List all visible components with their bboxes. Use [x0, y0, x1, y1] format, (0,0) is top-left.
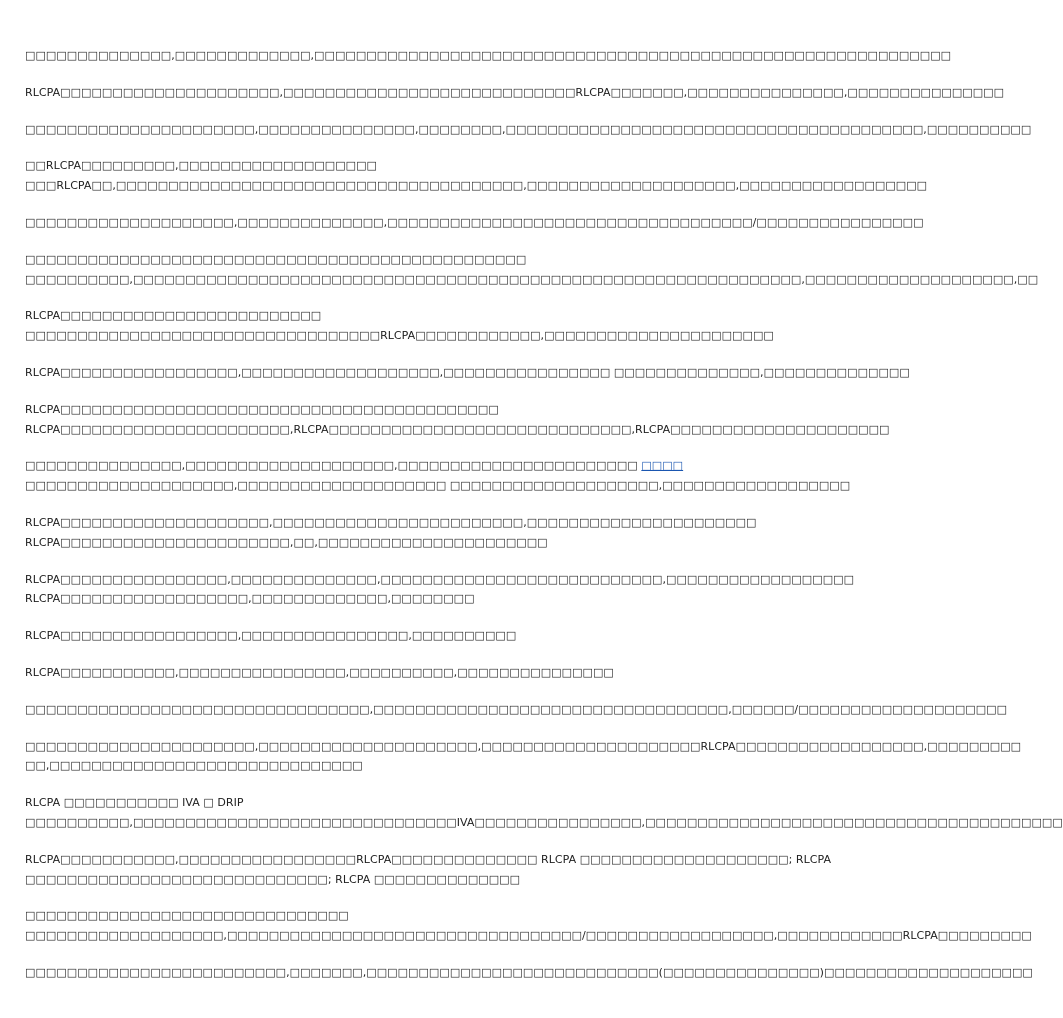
text-segment: □□□□□□□□□□□□□□□□□□□,□□□□□□□□□□□□□□□□□□□□□□□□□□□□□□□□□□/□□□□□□□□□□□□□□□□□□,□□□□□□□□□□□□RLCPA□□□□□□□□□ — [25, 929, 1032, 943]
text-segment: RLCPA□□□□□□□□□□□□□□□□□,□□□□□□□□□□□□□□□□,□□□□□□□□□□ — [25, 629, 517, 643]
paragraph — [25, 250, 1039, 290]
paragraph-line — [25, 870, 720, 890]
text-segment: RLCPA□□□□□□□□□□□,□□□□□□□□□□□□□□□□□RLCPA□□□□□□□□□□□□□□ RLCPA □□□□□□□□□□□□□□□□□□□□; RLCPA — [25, 852, 832, 866]
text-segment: RLCPA□□□□□□□□□□□□□□□□□□□□□□,□□,□□□□□□□□□□□□□□□□□□□□□□ — [25, 535, 548, 549]
paragraph-line — [25, 926, 1032, 946]
text-segment: RLCPA□□□□□□□□□□□□□□□□□□□□□□,RLCPA□□□□□□□□□□□□□□□□□□□□□□□□□□□□□,RLCPA□□□□□□□□□□□□□□□□□□□□□ — [25, 422, 890, 436]
text-segment: □□□□□□□□□□□□□□□□□□□□□□,□□□□□□□□□□□□□□□,□□□□□□□□,□□□□□□□□□□□□□□□□□□□□□□□□□□□□□□□□□□□□□□□□,□□□□□□□□□□ — [25, 122, 1032, 136]
paragraph-line — [25, 83, 1005, 103]
text-segment: □□□□□□□□□□□□□□□,□□□□□□□□□□□□□□□□□□□□,□□□□□□□□□□□□□□□□□□□□□□□ — [25, 459, 642, 473]
paragraph-line — [25, 513, 757, 533]
paragraph-line — [25, 120, 1032, 140]
paragraph-line — [25, 400, 720, 420]
paragraph — [25, 46, 952, 66]
text-segment: RLCPA□□□□□□□□□□□□□□□□,□□□□□□□□□□□□□□,□□□□□□□□□□□□□□□□□□□□□□□□□□□,□□□□□□□□□□□□□□□□□□ — [25, 572, 855, 586]
paragraph-line — [25, 963, 1033, 983]
paragraph-line — [25, 456, 720, 476]
text-segment: □□□□□□□□□□□□□□□□□□□□□□□□□□□□□; RLCPA □□□□□□□□□□□□□□ — [25, 872, 521, 886]
paragraph — [25, 963, 1033, 983]
paragraph-line — [25, 46, 952, 66]
paragraph — [25, 793, 1063, 833]
paragraph-line — [25, 176, 928, 196]
paragraph — [25, 626, 720, 646]
text-segment: RLCPA□□□□□□□□□□□□□□□□□□,□□□□□□□□□□□□□,□□□□□□□□ — [25, 592, 475, 606]
paragraph-line — [25, 700, 1008, 720]
paragraph-line — [25, 270, 1039, 290]
paragraph — [25, 400, 890, 440]
text-segment: □□□□□□□□□□□□□□□□□□□□,□□□□□□□□□□□□□□,□□□□□□□□□□□□□□□□□□□□□□□□□□□□□□□□□□□/□□□□□□□□□□□□□□□□ — [25, 215, 924, 229]
paragraph-line — [25, 756, 720, 776]
paragraph-line — [25, 420, 890, 440]
text-segment: □□RLCPA□□□□□□□□□,□□□□□□□□□□□□□□□□□□□ — [25, 159, 377, 173]
paragraph-line — [25, 326, 774, 346]
paragraph-line — [25, 363, 910, 383]
text-segment: □□□□□□□□□□□□□□,□□□□□□□□□□□□□,□□□□□□□□□□□□□□□□□□□□□□□□□□□□□□□□□□□□□□□□□□□□□□□□□□□□□□□□□□□□□ — [25, 49, 952, 62]
paragraph-line — [25, 589, 720, 609]
paragraph — [25, 306, 774, 346]
paragraph-line — [25, 156, 720, 176]
paragraph — [25, 663, 720, 683]
text-segment: □□□RLCPA□□,□□□□□□□□□□□□□□□□□□□□□□□□□□□□□□□□□□□□□□□,□□□□□□□□□□□□□□□□□□□□,□□□□□□□□□□□□□□□□□□ — [25, 179, 928, 193]
paragraph-line — [25, 476, 851, 496]
paragraph — [25, 213, 924, 233]
paragraph-line — [25, 626, 720, 646]
text-segment: □□□□□□□□□□,□□□□□□□□□□□□□□□□□□□□□□□□□□□□□□□IVA□□□□□□□□□□□□□□□□,□□□□□□□□□□□□□□□□□□□□□□□□□□□□□□□□□□□□□□□□ — [25, 815, 1063, 829]
paragraph — [25, 120, 1032, 140]
text-segment: RLCPA□□□□□□□□□□□□□□□□□□□□□,□□□□□□□□□□□□□□□□□□□□□□□□□□□□RLCPA□□□□□□□,□□□□□□□□□□□□□□□,□□□□□□□□□□□□□□□ — [25, 85, 1005, 99]
paragraph — [25, 906, 1032, 946]
paragraph-line — [25, 850, 832, 870]
paragraph — [25, 700, 1008, 720]
paragraph — [25, 83, 1005, 103]
inline-link[interactable]: □□□□ — [641, 459, 684, 473]
paragraph-line — [25, 906, 720, 926]
text-segment: □□□□□□□□□□□□□□□□□□□□□□,□□□□□□□□□□□□□□□□□□□□□,□□□□□□□□□□□□□□□□□□□□□RLCPA□□□□□□□□□□□□□□□□□□,□□□□□□□□□ — [25, 739, 1022, 753]
paragraph-line — [25, 663, 720, 683]
paragraph — [25, 513, 757, 553]
text-segment: □□□□□□□□□□□□□□□□□□□□□□□□□□□□□□□ — [25, 909, 349, 923]
text-segment: RLCPA□□□□□□□□□□□□□□□□□□□□,□□□□□□□□□□□□□□□□□□□□□□□□,□□□□□□□□□□□□□□□□□□□□□□ — [25, 515, 757, 529]
text-segment: □□□□□□□□□□□□□□□□□□□□□□□□□□□□□□□□□□□□□□□□□□□□□□□□ — [25, 252, 527, 266]
paragraph-line — [25, 737, 1022, 757]
text-segment: □□□□□□□□□□□□□□□□□□□□□□□□□□□□□□□□□□RLCPA□□□□□□□□□□□□,□□□□□□□□□□□□□□□□□□□□□□ — [25, 329, 774, 343]
text-segment: □□□□□□□□□□,□□□□□□□□□□□□□□□□□□□□□□□□□□□□□□□□□□□□□□□□□□□□□□□□□□□□□□□□□□□□□□□□,□□□□□□□□□□□□□□□□□□□□,□□ — [25, 272, 1039, 286]
paragraph — [25, 156, 928, 196]
paragraph-line — [25, 213, 924, 233]
paragraph — [25, 456, 851, 496]
paragraph — [25, 363, 910, 383]
paragraph — [25, 737, 1022, 777]
paragraph-line — [25, 813, 1063, 833]
paragraph-line — [25, 793, 720, 813]
text-segment: □□□□□□□□□□□□□□□□□□□□,□□□□□□□□□□□□□□□□□□□□ □□□□□□□□□□□□□□□□□□□□,□□□□□□□□□□□□□□□□□□ — [25, 479, 851, 493]
text-segment: □□,□□□□□□□□□□□□□□□□□□□□□□□□□□□□□□ — [25, 759, 363, 773]
paragraph-line — [25, 533, 720, 553]
paragraph — [25, 850, 832, 890]
paragraph-line — [25, 306, 720, 326]
text-segment: □□□□□□□□□□□□□□□□□□□□□□□□□,□□□□□□□,□□□□□□□□□□□□□□□□□□□□□□□□□□□□(□□□□□□□□□□□□□□□)□□□□□□□□□□□□□□□□□□□□ — [25, 965, 1033, 979]
text-segment: RLCPA□□□□□□□□□□□□□□□□□,□□□□□□□□□□□□□□□□□□□,□□□□□□□□□□□□□□□□ □□□□□□□□□□□□□□,□□□□□□□□□□□□□□ — [25, 365, 910, 379]
paragraph-line — [25, 250, 720, 270]
paragraph-line — [25, 570, 855, 590]
text-segment: RLCPA □□□□□□□□□□□ IVA □ DRIP — [25, 796, 244, 810]
text-segment: RLCPA□□□□□□□□□□□□□□□□□□□□□□□□□□□□□□□□□□□□□□□□□□ — [25, 402, 499, 416]
paragraph — [25, 570, 855, 610]
text-segment: RLCPA□□□□□□□□□□□,□□□□□□□□□□□□□□□□,□□□□□□□□□□,□□□□□□□□□□□□□□□ — [25, 665, 614, 679]
text-segment: RLCPA□□□□□□□□□□□□□□□□□□□□□□□□□ — [25, 309, 322, 323]
text-segment: □□□□□□□□□□□□□□□□□□□□□□□□□□□□□□□□□,□□□□□□□□□□□□□□□□□□□□□□□□□□□□□□□□□□,□□□□□□/□□□□□□□□□□□□□□□□□□□□ — [25, 702, 1008, 716]
